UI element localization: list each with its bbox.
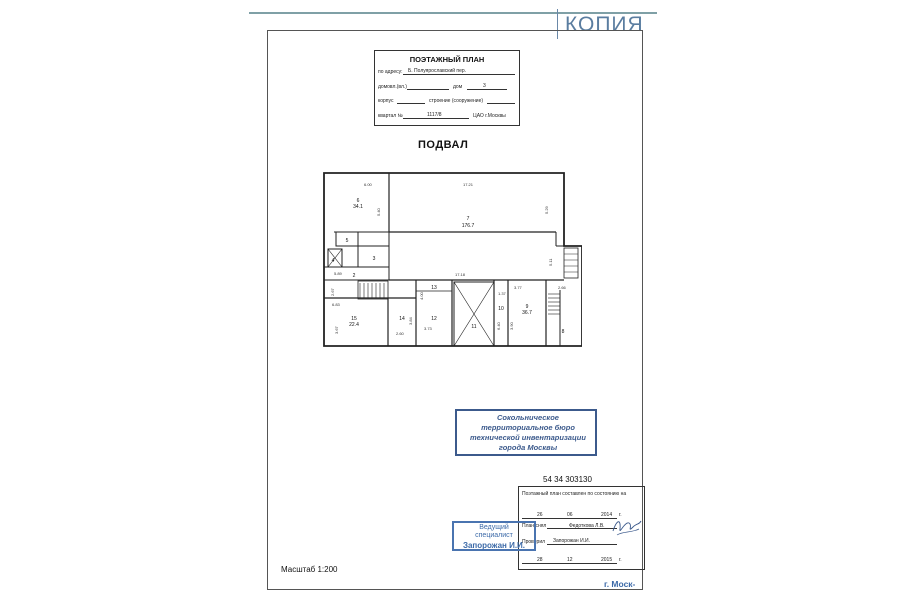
signature-header: Поэтажный план составлен по состоянию на xyxy=(522,491,627,497)
room-11-number: 11 xyxy=(471,324,477,330)
date1-line xyxy=(522,518,617,519)
room-9-number: 9 xyxy=(525,304,529,310)
room-14-number: 14 xyxy=(399,316,405,322)
made-by-label: План снял xyxy=(522,523,547,529)
specialist-line2: специалист xyxy=(475,532,513,539)
date1-year: 2014 xyxy=(601,512,613,518)
building-line xyxy=(487,103,515,104)
date2-line xyxy=(522,563,617,564)
dom-label: дом xyxy=(453,84,463,90)
checked-label: Проверил xyxy=(522,539,546,545)
scale-label: Масштаб 1:200 xyxy=(281,565,338,574)
plan-title: ПОЭТАЖНЫЙ ПЛАН xyxy=(409,55,485,64)
room-6-area: 34.1 xyxy=(353,204,363,210)
quarter-line xyxy=(403,118,469,119)
city-stamp-fragment: г. Моск- xyxy=(604,579,636,589)
dim: 6.00 xyxy=(364,182,372,187)
room-4-number: 4 xyxy=(331,258,335,264)
dim: 2.67 xyxy=(330,288,335,296)
dim: 6.83 xyxy=(332,302,340,307)
bti-stamp-line2: территориальное бюро xyxy=(481,423,575,432)
signature-block xyxy=(518,486,645,570)
room-2-number: 2 xyxy=(352,273,356,279)
floor-plan xyxy=(320,170,582,348)
dim: 5.40 xyxy=(376,208,381,216)
copy-stamp-text: КОПИЯ xyxy=(565,13,644,36)
quarter-value: 1117/8 xyxy=(427,112,442,118)
specialist-line1: Ведущий xyxy=(479,524,509,531)
dim: 6.40 xyxy=(496,322,501,330)
address-line xyxy=(403,74,515,75)
dim: 3.90 xyxy=(509,322,514,330)
house-value: 3 xyxy=(483,83,486,89)
bti-stamp-line1: Сокольническое xyxy=(497,413,559,422)
room-7-number: 7 xyxy=(466,216,470,222)
dim: 3.77 xyxy=(514,285,522,290)
signature-scribble xyxy=(611,515,643,537)
dim: 3.67 xyxy=(334,326,339,334)
date1-suffix: г. xyxy=(619,512,622,518)
date2-day: 28 xyxy=(537,557,543,563)
room-6-number: 6 xyxy=(356,198,360,204)
dim: 3.84 xyxy=(408,317,413,325)
quarter-label: квартал № xyxy=(378,113,403,119)
room-7-area: 176.7 xyxy=(461,223,475,229)
title-block xyxy=(374,50,520,126)
room-15-number: 15 xyxy=(351,316,357,322)
outer-wall xyxy=(324,173,582,346)
bti-stamp xyxy=(455,409,597,456)
checked-name: Запорожан И.И. xyxy=(553,538,591,544)
date2-month: 12 xyxy=(567,557,573,563)
room-8-number: 8 xyxy=(561,329,565,335)
dim: 17.18 xyxy=(455,272,466,277)
floor-title: ПОДВАЛ xyxy=(418,139,469,151)
room-3-number: 3 xyxy=(372,256,376,262)
bti-stamp-line4: города Москвы xyxy=(498,443,558,452)
checked-line xyxy=(547,544,617,545)
building-label: строение (сооружение) xyxy=(429,98,484,104)
bti-stamp-line3: технической инвентаризации xyxy=(470,433,586,442)
korpus-label: корпус xyxy=(378,98,394,104)
room-9-area: 36.7 xyxy=(522,310,532,316)
specialist-stamp xyxy=(452,521,536,551)
korpus-line xyxy=(397,103,425,104)
date1-day: 26 xyxy=(537,512,543,518)
room-15-area: 22.4 xyxy=(349,322,359,328)
date2-suffix: г. xyxy=(619,557,622,563)
dim: 5.29 xyxy=(544,206,549,214)
dim: 4.00 xyxy=(419,292,424,300)
dim: 1.37 xyxy=(498,291,506,296)
dom-line xyxy=(467,89,507,90)
date2-year: 2015 xyxy=(601,557,613,563)
house-label: домовл.(вл.) xyxy=(378,84,407,90)
district: ЦАО г.Москвы xyxy=(473,113,506,119)
room-12-number: 12 xyxy=(431,316,437,322)
house-line xyxy=(407,89,449,90)
dim: 2.60 xyxy=(396,331,404,336)
dim: 5.11 xyxy=(548,258,553,266)
address-value: Б. Полуярославский пер. xyxy=(408,68,467,74)
room-13-number: 13 xyxy=(431,285,437,291)
document-code: 54 34 303130 xyxy=(543,475,592,484)
made-by-name: Федоткова Л.В. xyxy=(569,523,605,529)
room-5-number: 5 xyxy=(345,238,349,244)
dim: 17.21 xyxy=(463,182,474,187)
room-10-number: 10 xyxy=(498,306,504,312)
dim: 2.66 xyxy=(558,285,566,290)
dim: 3.73 xyxy=(424,326,432,331)
dim: 5.89 xyxy=(334,271,342,276)
specialist-line3: Запорожан И.И. xyxy=(462,541,526,550)
address-label: по адресу: xyxy=(378,69,403,75)
date1-month: 06 xyxy=(567,512,573,518)
